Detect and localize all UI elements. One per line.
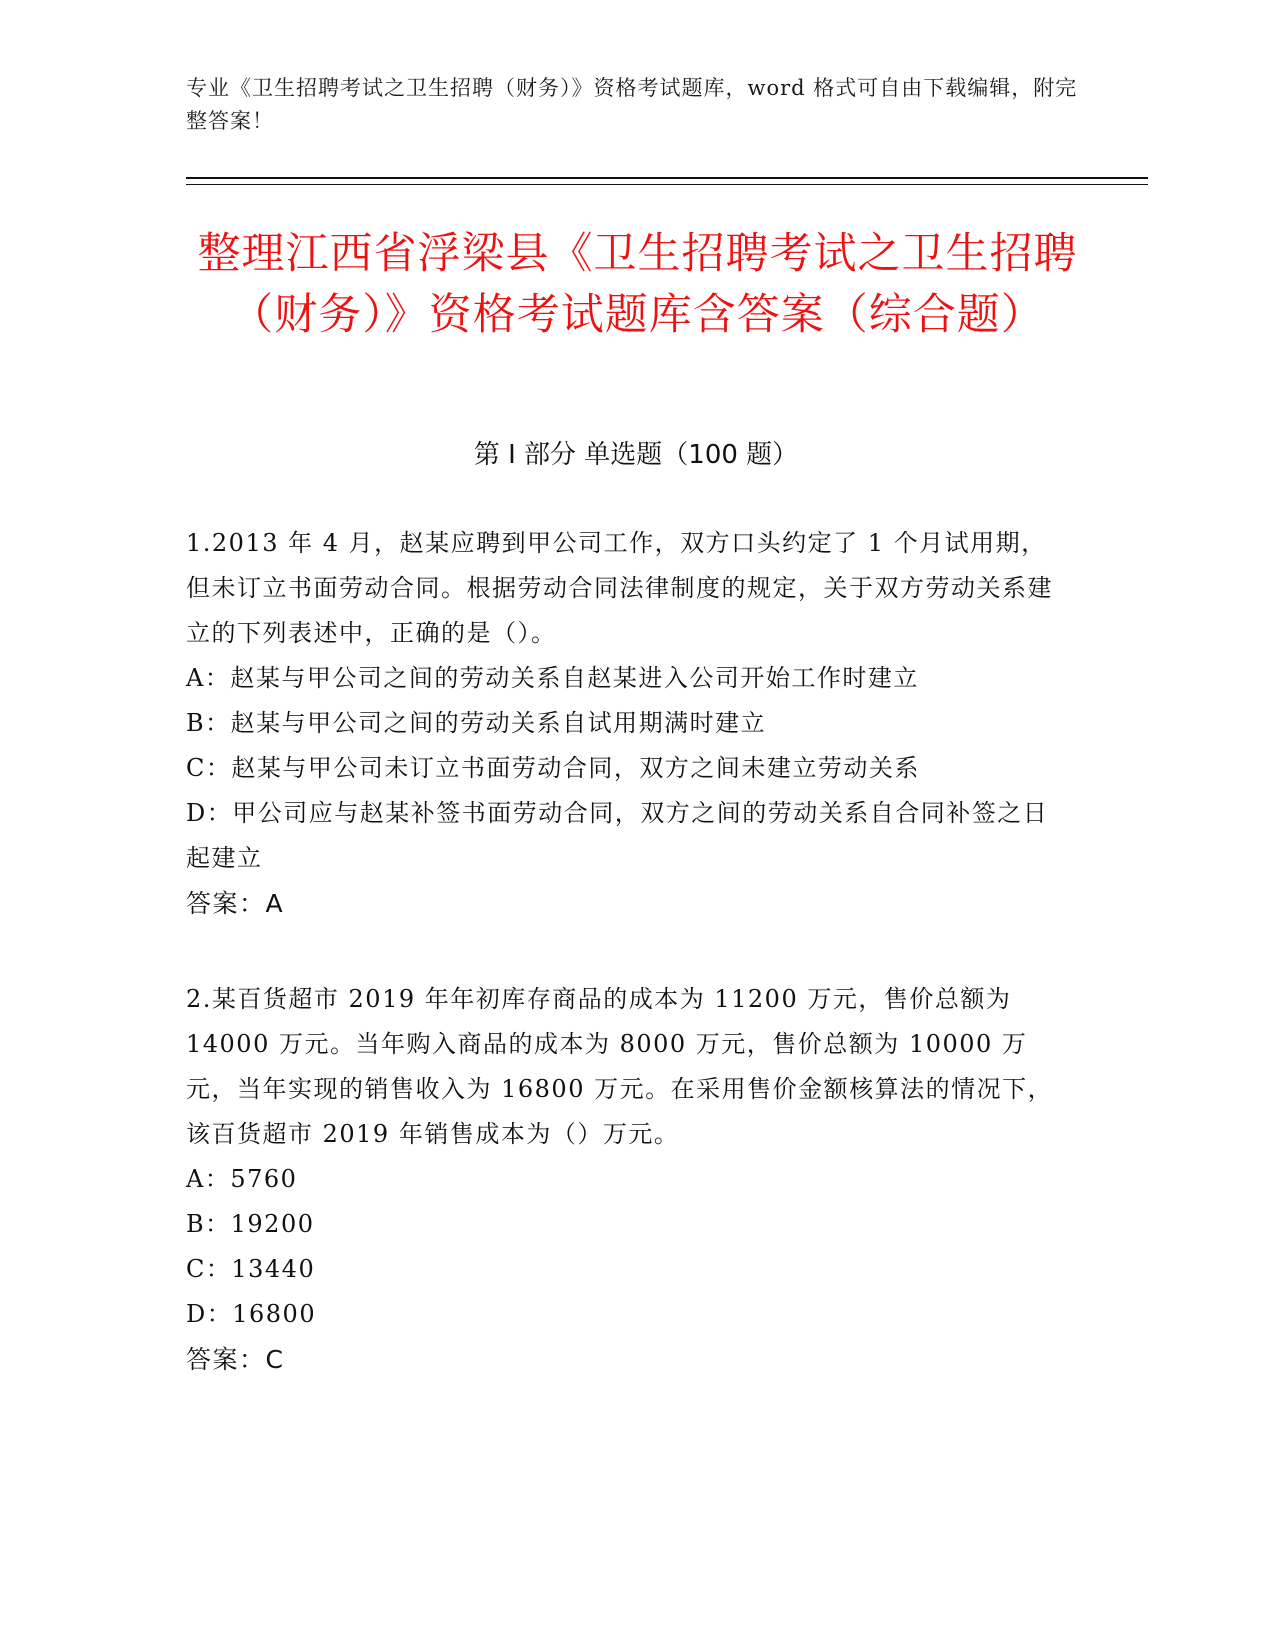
question-stem: 2.某百货超市 2019 年年初库存商品的成本为 11200 万元，售价总额为 14000 万元。当年购入商品的成本为 8000 万元，售价总额为 10000 万元，当年实现的销售收入为 16800 万元。在采用售价金额核算法的情况下，该百货超市 2019 年销售成本为（）万元。 <box>186 985 1054 1148</box>
answer-line: 答案：A <box>186 889 285 918</box>
question-1 <box>186 521 1071 926</box>
option-c: C：13440 <box>186 1255 316 1283</box>
option-a: A：5760 <box>186 1165 298 1193</box>
document-title: 整理江西省浮梁县《卫生招聘考试之卫生招聘（财务）》资格考试题库含答案（综合题） <box>197 229 1078 340</box>
answer-line: 答案：C <box>186 1345 285 1374</box>
question-stem: 1.2013 年 4 月，赵某应聘到甲公司工作，双方口头约定了 1 个月试用期，但未订立书面劳动合同。根据劳动合同法律制度的规定，关于双方劳动关系建立的下列表述中，正确的是（）。 <box>186 529 1053 647</box>
option-a: A：赵某与甲公司之间的劳动关系自赵某进入公司开始工作时建立 <box>186 664 919 692</box>
question-2 <box>186 977 1071 1382</box>
header-rule-thick <box>186 177 1148 179</box>
option-c: C：赵某与甲公司未订立书面劳动合同，双方之间未建立劳动关系 <box>186 754 920 782</box>
option-d: D：16800 <box>186 1300 317 1328</box>
option-d: D：甲公司应与赵某补签书面劳动合同，双方之间的劳动关系自合同补签之日起建立 <box>186 799 1049 872</box>
header-note: 专业《卫生招聘考试之卫生招聘（财务）》资格考试题库，word 格式可自由下载编辑，附完整答案！ <box>186 76 1078 133</box>
header-rule-thin <box>186 184 1148 185</box>
section-heading: 第 I 部分 单选题（100 题） <box>473 440 799 470</box>
option-b: B：19200 <box>186 1210 315 1238</box>
option-b: B：赵某与甲公司之间的劳动关系自试用期满时建立 <box>186 709 767 737</box>
